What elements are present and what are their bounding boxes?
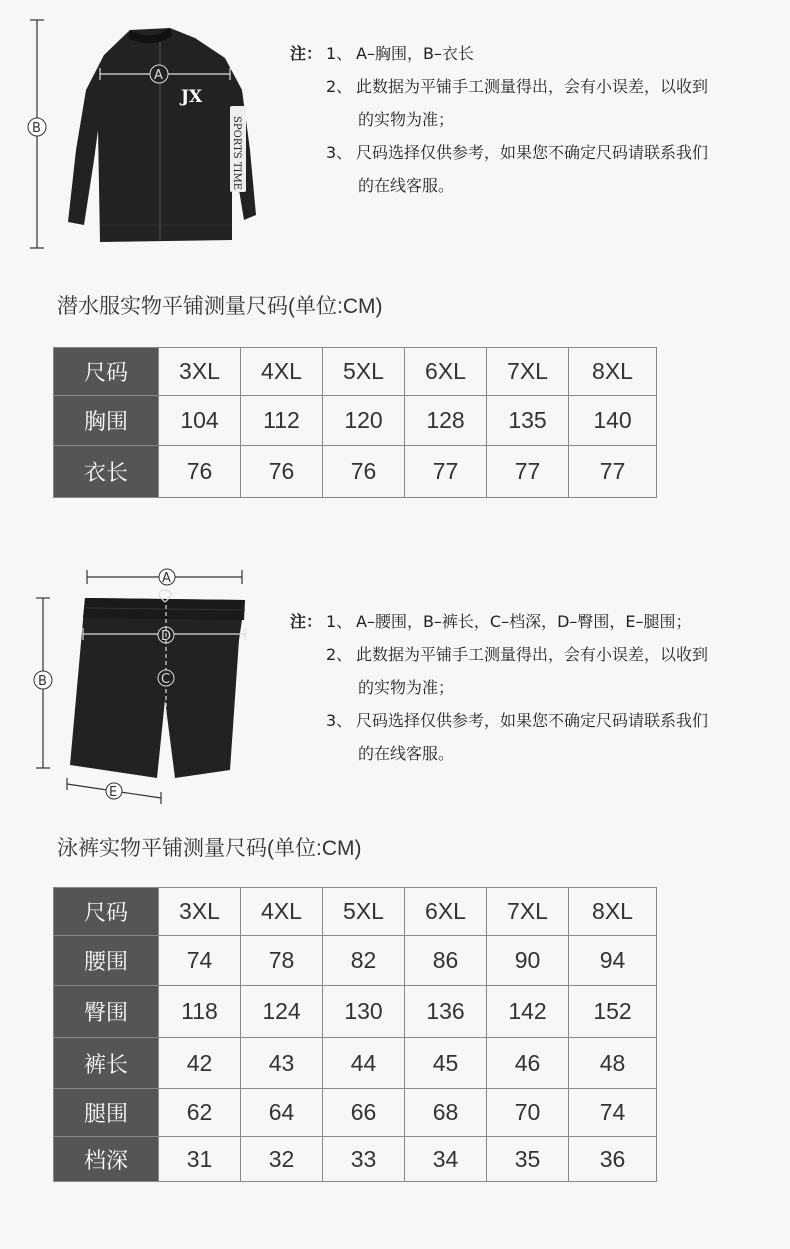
table-cell: 4XL [241, 348, 323, 396]
table-cell: 42 [159, 1038, 241, 1089]
table-cell: 33 [323, 1137, 405, 1182]
table-cell: 3XL [159, 348, 241, 396]
table-cell: 62 [159, 1089, 241, 1137]
table-cell: 8XL [569, 888, 657, 936]
table-cell: 5XL [323, 348, 405, 396]
shorts-shape [70, 598, 245, 778]
table-cell: 77 [487, 446, 569, 498]
marker-b: B [32, 121, 41, 136]
wetsuit-size-table [53, 347, 657, 498]
note-line-2-cont: 的实物为准； [358, 110, 455, 129]
note-line-3: 尺码选择仅供参考，如果您不确定尺码请联系我们 [356, 711, 709, 730]
table-row [54, 1038, 657, 1089]
note-num: 1、 [326, 612, 353, 631]
table-cell: 64 [241, 1089, 323, 1137]
jacket-shape [68, 28, 256, 242]
table-row [54, 1137, 657, 1182]
table-row [54, 348, 657, 396]
marker-b: B [38, 674, 47, 689]
row-header: 尺码 [54, 888, 159, 936]
shorts-diagram [25, 560, 265, 810]
table-cell: 142 [487, 986, 569, 1038]
note-line-3: 尺码选择仅供参考，如果您不确定尺码请联系我们 [356, 143, 709, 162]
table-row [54, 986, 657, 1038]
table-cell: 66 [323, 1089, 405, 1137]
table-cell: 7XL [487, 348, 569, 396]
table-cell: 32 [241, 1137, 323, 1182]
table-cell: 104 [159, 396, 241, 446]
table-cell: 76 [323, 446, 405, 498]
shorts-size-table [53, 887, 657, 1182]
table-cell: 118 [159, 986, 241, 1038]
note-num: 3、 [326, 711, 353, 730]
note-line-2: 此数据为平铺手工测量得出，会有小误差，以收到 [356, 77, 709, 96]
table-cell: 5XL [323, 888, 405, 936]
row-header: 腿围 [54, 1089, 159, 1137]
note-num: 1、 [326, 44, 353, 63]
table-cell: 31 [159, 1137, 241, 1182]
table-cell: 135 [487, 396, 569, 446]
table-cell: 68 [405, 1089, 487, 1137]
note-num: 2、 [326, 645, 353, 664]
jacket-logo: JX [181, 87, 203, 107]
sleeve-text: SPORTS TIME [231, 116, 242, 190]
note-line-3-cont: 的在线客服。 [358, 176, 455, 195]
table-cell: 94 [569, 936, 657, 986]
table-row [54, 888, 657, 936]
row-header: 裤长 [54, 1038, 159, 1089]
note-line-2-cont: 的实物为准； [358, 678, 455, 697]
table-cell: 34 [405, 1137, 487, 1182]
row-header: 腰围 [54, 936, 159, 986]
table-row [54, 446, 657, 498]
table-cell: 128 [405, 396, 487, 446]
table-cell: 112 [241, 396, 323, 446]
row-header: 胸围 [54, 396, 159, 446]
notes-jacket [290, 37, 708, 202]
table-cell: 82 [323, 936, 405, 986]
notes-shorts [290, 605, 708, 770]
table-cell: 8XL [569, 348, 657, 396]
table-cell: 36 [569, 1137, 657, 1182]
table-cell: 6XL [405, 348, 487, 396]
table-row [54, 1089, 657, 1137]
table-cell: 140 [569, 396, 657, 446]
jacket-diagram [20, 10, 280, 260]
table2-title: 泳裤实物平铺测量尺码(单位:CM) [57, 837, 362, 860]
table-cell: 74 [159, 936, 241, 986]
table-cell: 74 [569, 1089, 657, 1137]
notes-prefix: 注： [290, 612, 323, 631]
table1-title: 潜水服实物平铺测量尺码(单位:CM) [57, 295, 383, 318]
table-cell: 6XL [405, 888, 487, 936]
notes-prefix: 注： [290, 44, 323, 63]
table-cell: 70 [487, 1089, 569, 1137]
table-row [54, 396, 657, 446]
table-cell: 48 [569, 1038, 657, 1089]
note-line-2: 此数据为平铺手工测量得出，会有小误差，以收到 [356, 645, 709, 664]
table-cell: 136 [405, 986, 487, 1038]
note-line-3-cont: 的在线客服。 [358, 744, 455, 763]
table-cell: 3XL [159, 888, 241, 936]
marker-c: C [161, 672, 171, 687]
table-cell: 77 [569, 446, 657, 498]
marker-d: D [161, 629, 172, 644]
table-cell: 76 [241, 446, 323, 498]
table-cell: 120 [323, 396, 405, 446]
table-cell: 76 [159, 446, 241, 498]
table-cell: 44 [323, 1038, 405, 1089]
table-cell: 35 [487, 1137, 569, 1182]
table-cell: 124 [241, 986, 323, 1038]
marker-e: E [109, 785, 118, 800]
row-header: 臀围 [54, 986, 159, 1038]
note-num: 2、 [326, 77, 353, 96]
table-cell: 77 [405, 446, 487, 498]
note-line-1: A–腰围，B–裤长，C–档深，D–臀围，E–腿围； [356, 612, 692, 631]
table-cell: 90 [487, 936, 569, 986]
row-header: 档深 [54, 1137, 159, 1182]
table-cell: 45 [405, 1038, 487, 1089]
table-cell: 4XL [241, 888, 323, 936]
table-cell: 130 [323, 986, 405, 1038]
note-line-1: A–胸围，B–衣长 [356, 44, 474, 63]
table-cell: 78 [241, 936, 323, 986]
row-header: 衣长 [54, 446, 159, 498]
table-cell: 86 [405, 936, 487, 986]
marker-a: A [162, 571, 171, 586]
note-num: 3、 [326, 143, 353, 162]
table-cell: 7XL [487, 888, 569, 936]
table-row [54, 936, 657, 986]
marker-a: A [154, 68, 163, 83]
table-cell: 152 [569, 986, 657, 1038]
table-cell: 43 [241, 1038, 323, 1089]
row-header: 尺码 [54, 348, 159, 396]
table-cell: 46 [487, 1038, 569, 1089]
